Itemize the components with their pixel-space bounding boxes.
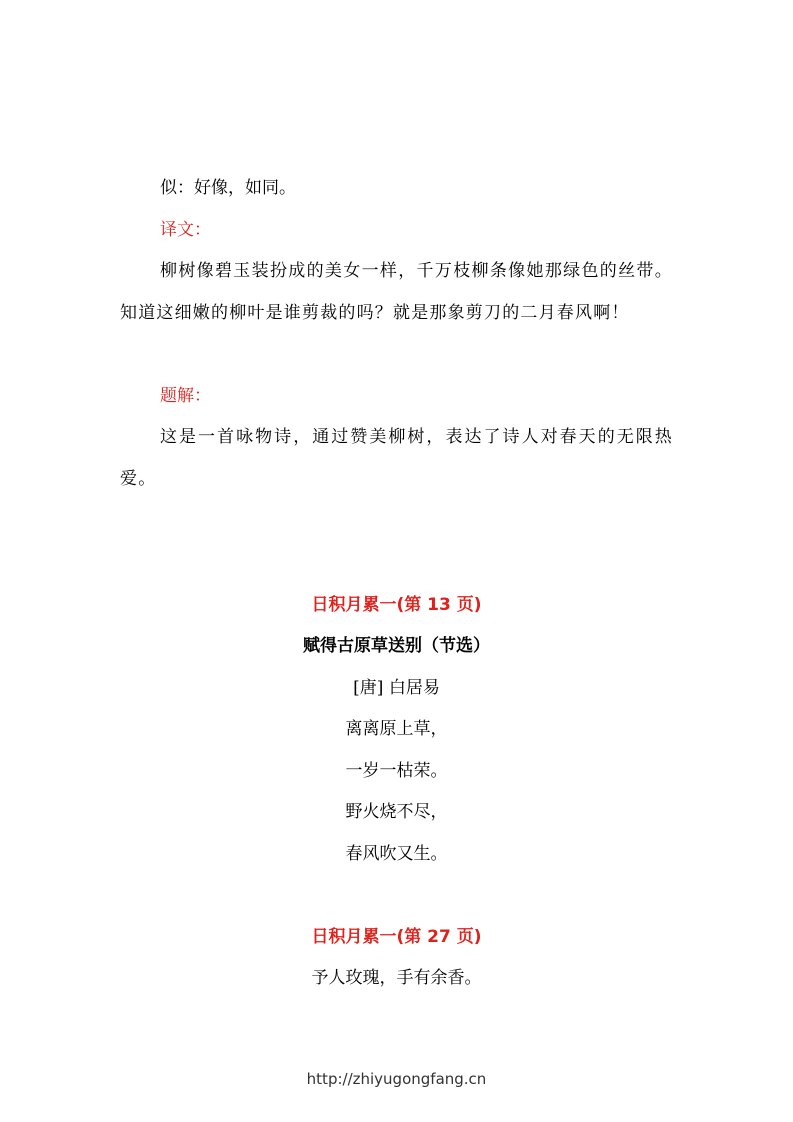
definition-line: 似：好像，如同。 [160, 178, 296, 198]
poem-author: [唐] 白居易 [353, 678, 440, 698]
translation-paragraph: 柳树像碧玉装扮成的美女一样，千万枝柳条像她那绿色的丝带。知道这细嫩的柳叶是谁剪裁的吗？就是那象剪刀的二月春风啊！ [120, 261, 673, 323]
section-heading-p13: 日积月累一(第 13 页) [311, 595, 482, 615]
footer-url[interactable]: http://zhiyugongfang.cn [306, 1070, 487, 1088]
poem-line: 野火烧不尽， [345, 802, 448, 822]
poem-line: 离离原上草， [345, 719, 448, 739]
saying-line: 予人玫瑰，手有余香。 [311, 968, 482, 988]
section-heading-p27: 日积月累一(第 27 页) [311, 927, 482, 947]
translation-heading: 译文： [160, 220, 211, 240]
poem-line: 一岁一枯荣。 [345, 761, 448, 781]
poem-title: 赋得古原草送别（节选） [303, 636, 490, 656]
explanation-heading: 题解： [160, 386, 211, 406]
poem-line: 春风吹又生。 [345, 844, 448, 864]
explanation-paragraph: 这是一首咏物诗，通过赞美柳树，表达了诗人对春天的无限热爱。 [120, 427, 673, 489]
